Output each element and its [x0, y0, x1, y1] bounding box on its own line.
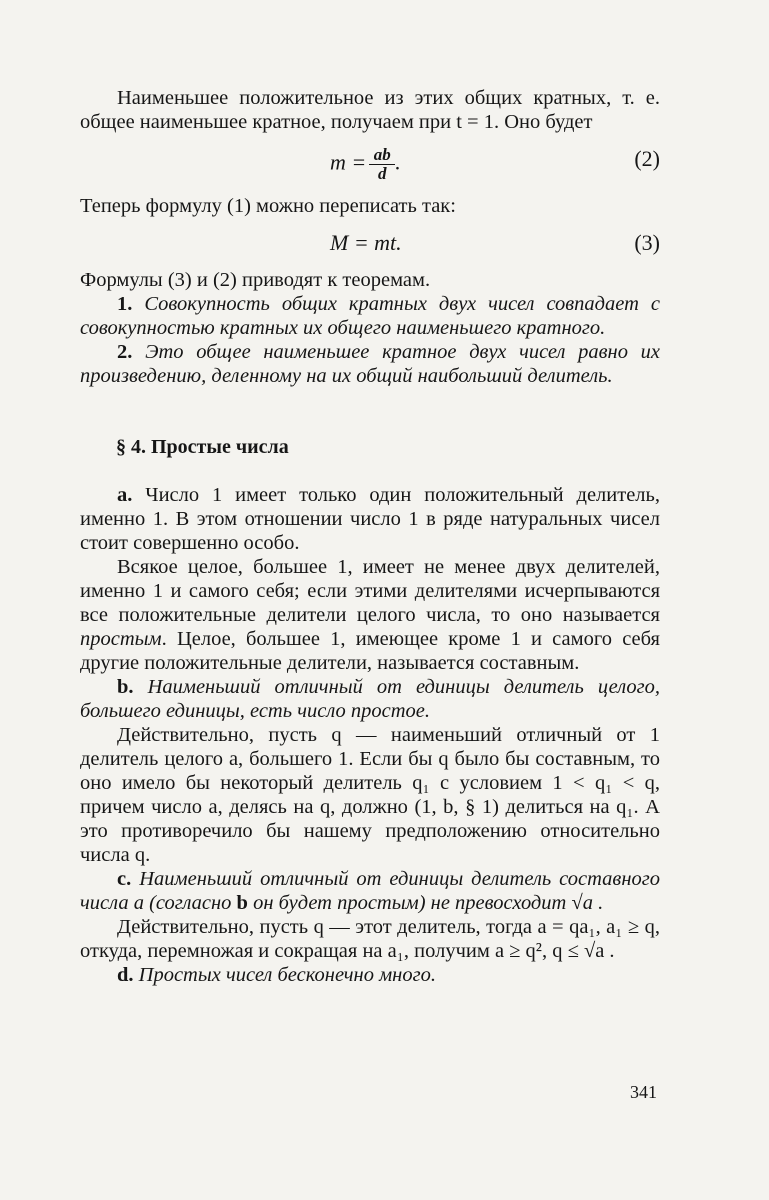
- paragraph-c: [80, 867, 660, 915]
- theorem-1-number: 1.: [117, 293, 133, 315]
- formula-2-label: (2): [634, 146, 660, 171]
- formula-2-tail: .: [395, 149, 401, 175]
- prime-definition-before: Всякое целое, большее 1, имеет не менее двух делителей, именно 1 и самого себя; если этими делителями исчерпываются все положительные делители целого числа, то оно называется: [80, 556, 660, 626]
- formula-2-expression: [330, 146, 401, 183]
- paragraph-b: [80, 675, 660, 723]
- item-a-text: Число 1 имеет только один положительный делитель, именно 1. В этом отношении число 1 в ряде натуральных чисел стоит совершенно особо.: [80, 484, 660, 554]
- item-c-label: c.: [117, 868, 132, 890]
- paragraph-proof-b: Действительно, пусть q — наименьший отличный от 1 делитель целого a, большего 1. Если бы q было бы составным, то оно имело бы некоторый делитель q₁ с условием 1 < q₁ < q, причем число a, делясь на q, должно (1, b, § 1) делиться на q₁. А это противоречило бы нашему предположению относительно числа q.: [80, 724, 660, 866]
- fraction-numerator: ab: [373, 145, 391, 164]
- item-d-label: d.: [117, 964, 134, 986]
- theorem-2-number: 2.: [117, 341, 133, 363]
- item-c-text-1: Наименьший отличный от единицы делитель составного числа a (согласно: [80, 868, 660, 914]
- prime-term: простым: [80, 628, 162, 650]
- paragraph-intro: Наименьшее положительное из этих общих кратных, т. е. общее наименьшее кратное, получаем при t = 1. Оно будет: [80, 87, 660, 133]
- item-a-label: a.: [117, 484, 133, 506]
- page-body: [80, 86, 660, 987]
- item-d-text: Простых чисел бесконечно много.: [138, 964, 436, 986]
- formula-3: [80, 218, 660, 268]
- item-c-text-2: он будет простым) не превосходит √a .: [253, 892, 604, 914]
- item-c-ref: b: [236, 892, 248, 914]
- paragraph-rewrite: Теперь формулу (1) можно переписать так:: [80, 195, 456, 217]
- prime-definition-after: . Целое, большее 1, имеющее кроме 1 и самого себя другие положительные делители, называется составным.: [80, 628, 660, 674]
- theorem-2: [80, 340, 660, 388]
- formula-3-expression: M = mt.: [330, 230, 402, 255]
- section-heading: § 4. Простые числа: [116, 436, 289, 458]
- item-b-text: Наименьший отличный от единицы делитель целого, большего единицы, есть число простое.: [80, 676, 661, 722]
- formula-2: [80, 134, 660, 194]
- theorem-2-text: Это общее наименьшее кратное двух чисел равно их произведению, деленному на их общий наибольший делитель.: [80, 341, 660, 387]
- formula-2-lhs: m =: [330, 149, 367, 175]
- fraction: [369, 146, 395, 183]
- paragraph-prime-definition: [80, 555, 660, 675]
- paragraph-a: [80, 483, 660, 555]
- paragraph-proof-c: Действительно, пусть q — этот делитель, тогда a = qa₁, a₁ ≥ q, откуда, перемножая и сокращая на a₁, получим a ≥ q², q ≤ √a .: [80, 916, 660, 962]
- paragraph-theorems-lead: Формулы (3) и (2) приводят к теоремам.: [80, 269, 431, 291]
- fraction-denominator: d: [377, 164, 387, 183]
- formula-3-label: (3): [634, 230, 660, 255]
- page-number: 341: [630, 1082, 657, 1102]
- theorem-1: [80, 292, 660, 340]
- item-b-label: b.: [117, 676, 134, 698]
- paragraph-d: [80, 963, 660, 987]
- theorem-1-text: Совокупность общих кратных двух чисел совпадает с совокупностью кратных их общего наименьшего кратного.: [80, 293, 660, 339]
